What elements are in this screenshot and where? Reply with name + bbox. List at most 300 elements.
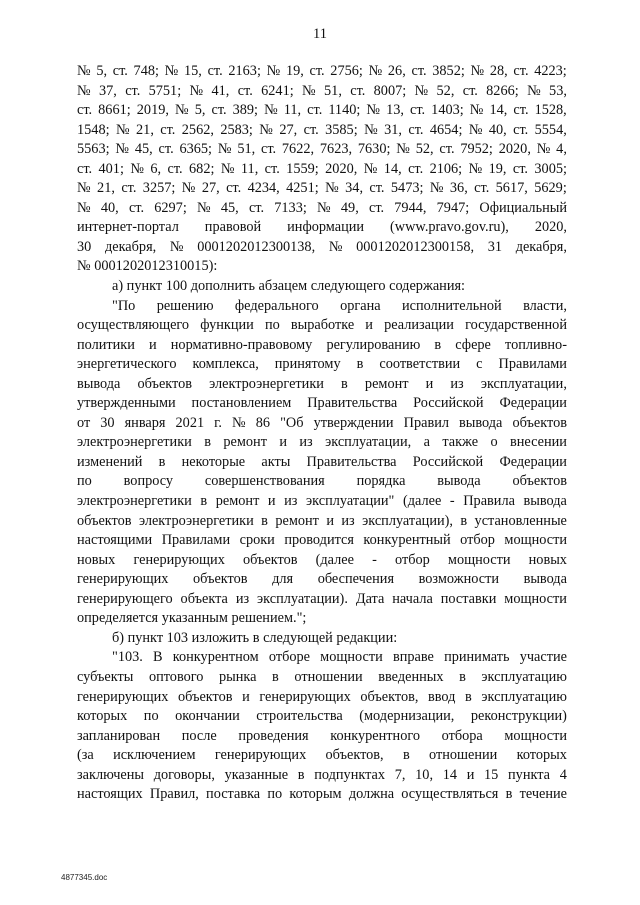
word: новых	[77, 551, 116, 568]
word: ст.	[307, 102, 323, 119]
word: 2019,	[136, 102, 169, 119]
word: №	[164, 63, 179, 79]
word: отбор	[460, 532, 495, 549]
word: генерирующих	[77, 571, 169, 588]
word: "По	[112, 297, 136, 314]
word: 52,	[415, 141, 434, 158]
word: объектов	[77, 512, 132, 529]
word: эксплуатации"	[306, 493, 395, 510]
word: ст.	[167, 160, 183, 177]
word: власти,	[523, 297, 567, 314]
word: в	[204, 434, 211, 451]
text-line	[77, 688, 567, 708]
word: из	[450, 375, 464, 392]
word: 31	[487, 238, 503, 255]
word: рынка	[218, 668, 257, 685]
word: 27,	[201, 180, 220, 197]
word: Федерации	[499, 395, 567, 412]
word: 40,	[488, 121, 507, 138]
word: 51,	[237, 141, 256, 158]
word: 19,	[488, 160, 507, 177]
word: объектов	[512, 473, 567, 490]
word: ст.	[462, 82, 478, 99]
text-line	[77, 590, 567, 610]
word: №	[302, 82, 316, 99]
word: 5554,	[534, 121, 567, 138]
word: подпунктах	[314, 766, 386, 783]
word: Правил	[403, 414, 449, 431]
word: 5617,	[495, 180, 528, 197]
word: 31,	[384, 121, 402, 138]
word: №	[115, 141, 130, 158]
word: а	[423, 434, 430, 451]
word: электроэнергетики	[138, 512, 254, 529]
word: в	[261, 512, 268, 529]
word: пункта	[508, 766, 550, 783]
word: принятому	[274, 356, 341, 373]
word: из	[284, 493, 298, 510]
word: ст.	[237, 82, 253, 99]
word: ст.	[207, 63, 223, 79]
word: ст.	[264, 160, 280, 177]
word: №	[429, 180, 444, 197]
word: объектов	[512, 414, 567, 431]
word: генерирующих	[133, 551, 225, 568]
word: совершенствования	[204, 473, 325, 490]
word: которым	[289, 786, 342, 803]
word: 401;	[98, 160, 124, 177]
word: Правилами	[161, 532, 231, 549]
word: ст.	[408, 160, 424, 177]
word: №	[414, 82, 429, 99]
word: ст.	[408, 121, 424, 138]
word: из	[299, 434, 313, 451]
word: Правил,	[149, 786, 199, 803]
word: конкурентном	[172, 649, 259, 666]
word: Российской	[413, 395, 484, 412]
word: 2021	[175, 414, 205, 431]
word: электроэнергетики	[77, 493, 192, 510]
word: участие	[519, 649, 567, 666]
word: №	[468, 121, 483, 138]
word: проведения	[238, 727, 309, 744]
word: 7947;	[436, 199, 470, 216]
word: постановлением	[191, 395, 292, 412]
word: 14,	[489, 102, 508, 119]
text-line	[77, 121, 567, 141]
word: с	[476, 356, 483, 373]
word: регулированию	[326, 336, 421, 353]
word: 6297;	[154, 199, 187, 216]
word: также	[442, 434, 479, 451]
word: 6,	[150, 160, 162, 177]
word: 15,	[184, 63, 202, 79]
word: вывода	[77, 375, 121, 392]
word: ст.	[513, 102, 529, 119]
word: из	[235, 590, 250, 607]
text-line	[77, 375, 567, 395]
word: правовой	[204, 219, 262, 236]
word: 2020,	[498, 141, 531, 158]
word: №	[217, 141, 232, 158]
text-line	[77, 746, 567, 766]
word: мощности	[447, 551, 511, 568]
word: 6241;	[261, 82, 294, 99]
word: 7630;	[357, 141, 391, 158]
word: ремонт	[364, 375, 409, 392]
word: №	[220, 160, 235, 177]
word: 2562,	[181, 121, 214, 138]
word: №	[77, 63, 91, 79]
word: 3585;	[325, 121, 358, 138]
word: 26,	[387, 63, 406, 79]
word: ст.	[77, 102, 93, 119]
word: 2020,	[534, 219, 567, 236]
word: электроэнергетики	[77, 434, 192, 451]
text-line	[77, 82, 567, 102]
word: эксплуатации),	[362, 512, 453, 529]
word: утверждении	[313, 414, 394, 431]
word: соответствии	[379, 356, 461, 373]
word: осуществляющего	[77, 317, 190, 334]
word: сроки	[239, 532, 275, 549]
word: 5,	[96, 63, 108, 79]
word: ст.	[128, 199, 145, 216]
word: 5,	[194, 102, 206, 119]
word: ремонт	[275, 512, 319, 529]
word: информации	[287, 219, 365, 236]
word: 14	[442, 766, 457, 783]
text-line	[77, 707, 567, 727]
word: по	[143, 708, 159, 725]
word: эксплуатации,	[325, 434, 412, 451]
word: В	[153, 649, 163, 666]
word: (за	[77, 747, 94, 764]
word: ст.	[439, 141, 455, 158]
word: и	[466, 766, 475, 783]
word: и	[279, 434, 287, 451]
word: 7622,	[281, 141, 315, 158]
word: №	[363, 160, 378, 177]
word: ст.	[303, 121, 319, 138]
word: ввод	[428, 688, 456, 705]
word: объектов,	[360, 688, 419, 705]
word: и	[149, 336, 157, 353]
word: ст.	[513, 121, 529, 138]
word: строительства	[256, 708, 343, 725]
word: 28,	[489, 63, 508, 79]
word: 2106;	[429, 160, 463, 177]
word: ст.	[368, 199, 385, 216]
word: 19,	[285, 63, 304, 79]
word: начала	[392, 590, 433, 607]
word: для	[272, 571, 294, 588]
word: №	[396, 141, 410, 158]
word: (модернизации,	[359, 708, 455, 725]
word: и	[365, 317, 373, 334]
word: 1403;	[431, 102, 464, 119]
word: 4223;	[534, 63, 567, 79]
word: №	[181, 180, 196, 197]
word: ст.	[158, 141, 174, 158]
word: №	[470, 63, 485, 79]
word: энергетического	[77, 356, 177, 373]
word: в	[465, 688, 472, 705]
word: государственной	[465, 317, 567, 334]
word: №	[368, 63, 383, 79]
word: ст.	[512, 160, 528, 177]
word: ст.	[248, 199, 265, 216]
word: -	[449, 493, 455, 510]
word: поставка	[206, 786, 261, 803]
word: запланирован	[77, 727, 161, 744]
word: ст.	[411, 63, 427, 79]
text-line	[77, 218, 567, 238]
word: 5563;	[77, 141, 110, 158]
word: ст.	[309, 63, 325, 79]
word: отношении	[429, 747, 498, 764]
word: 11,	[283, 102, 302, 119]
text-line	[77, 179, 567, 199]
text-line	[77, 433, 567, 453]
word: исключением	[113, 747, 196, 764]
word: 1528,	[534, 102, 567, 119]
word: декабря,	[104, 238, 157, 255]
word: -	[372, 551, 377, 568]
word: субъекты	[77, 668, 134, 685]
word: мощности	[320, 649, 383, 666]
page-number: 11	[313, 26, 327, 42]
word: декабря,	[515, 238, 567, 255]
word: возможности	[418, 571, 499, 588]
word: вправе	[392, 649, 434, 666]
word: в	[402, 747, 410, 764]
word: по	[267, 786, 283, 803]
text-line	[77, 160, 567, 180]
text-line	[77, 101, 567, 121]
word: №	[328, 238, 343, 255]
word: отбора	[441, 727, 483, 744]
word: вывода	[523, 571, 567, 588]
text-line: б) пункт 103 изложить в следующей редакции:	[112, 629, 398, 646]
document-body	[77, 62, 567, 805]
word: объекта	[180, 590, 228, 607]
word: 748;	[133, 63, 159, 79]
word: (www.pravo.gov.ru),	[390, 219, 509, 236]
text-line	[77, 238, 567, 258]
word: мощности	[504, 590, 567, 607]
word: г.	[214, 414, 222, 431]
word: из	[341, 512, 355, 529]
word: конкурентный	[363, 532, 451, 549]
word: 53,	[549, 82, 567, 99]
word: проводится	[284, 532, 354, 549]
word: сфере	[455, 336, 491, 353]
word: ст.	[125, 82, 141, 99]
text-line: № 0001202012310015):	[77, 258, 218, 275]
word: в	[434, 336, 442, 353]
word: эксплуатации).	[257, 590, 348, 607]
word: в	[272, 668, 279, 685]
word: 5473;	[390, 180, 424, 197]
word: №	[264, 102, 278, 119]
word: от	[77, 414, 91, 431]
word: должна	[348, 786, 395, 803]
word: реконструкции)	[470, 708, 567, 725]
word: "103.	[112, 649, 143, 666]
word: ст.	[121, 180, 137, 197]
word: выработке	[290, 317, 355, 334]
word: мощности	[504, 727, 567, 744]
word: по	[264, 317, 280, 334]
word: вопросу	[123, 473, 174, 490]
word: мощности	[504, 532, 567, 549]
word: которых	[77, 708, 128, 725]
word: вывода	[523, 493, 567, 510]
word: №	[77, 180, 91, 197]
word: принимать	[444, 649, 510, 666]
word: в	[459, 668, 466, 685]
text-line	[77, 472, 567, 492]
text-line	[77, 766, 567, 786]
word: в	[341, 375, 348, 392]
word: политики	[77, 336, 135, 353]
word: и	[326, 512, 334, 529]
word: ст.	[513, 63, 529, 79]
word: №	[317, 199, 331, 216]
word: заключены	[77, 766, 145, 783]
text-line	[77, 492, 567, 512]
word: по	[77, 473, 92, 490]
word: 14,	[383, 160, 402, 177]
word: отбор	[395, 551, 430, 568]
word: ст.	[211, 102, 227, 119]
word: №	[169, 238, 184, 255]
word: 8661;	[98, 102, 131, 119]
word: Официальный	[479, 199, 567, 216]
text-line	[77, 570, 567, 590]
word: федерального	[234, 297, 319, 314]
word: настоящими	[77, 532, 153, 549]
word: в	[460, 512, 468, 529]
word: №	[197, 199, 211, 216]
text-line	[77, 727, 567, 747]
word: 2583;	[220, 121, 253, 138]
word: ст.	[261, 141, 277, 158]
word: в	[356, 356, 364, 373]
word: (далее	[315, 551, 354, 568]
word: 682;	[189, 160, 215, 177]
text-line	[77, 512, 567, 532]
word: эксплуатацию	[481, 688, 567, 705]
word: №	[536, 141, 551, 158]
word: объектов	[193, 571, 248, 588]
word: поставки	[440, 590, 497, 607]
text-line	[77, 531, 567, 551]
word: ст.	[350, 82, 366, 99]
word: установленные	[474, 512, 567, 529]
text-line	[77, 551, 567, 571]
text-line	[77, 336, 567, 356]
word: ст.	[77, 160, 93, 177]
word: 4	[559, 766, 567, 783]
word: эксплуатацию	[481, 668, 567, 685]
text-line	[77, 668, 567, 688]
word: 0001202012300138,	[197, 238, 316, 255]
word: 36,	[449, 180, 468, 197]
text-line: определяется указанным решением.";	[77, 610, 307, 627]
word: 7944,	[394, 199, 427, 216]
word: настоящих	[77, 786, 143, 803]
word: генерирующего	[77, 590, 173, 607]
text-line	[77, 648, 567, 668]
word: №	[259, 121, 273, 138]
word: 21,	[136, 121, 154, 138]
word: №	[174, 102, 189, 119]
word: Правилами	[498, 356, 567, 373]
word: 4654;	[429, 121, 463, 138]
word: Правительства	[307, 395, 398, 412]
word: ст.	[474, 180, 490, 197]
word: функции	[200, 317, 254, 334]
word: 13,	[386, 102, 404, 119]
text-line	[77, 199, 567, 219]
word: ремонт	[215, 493, 260, 510]
word: конкурентного	[330, 727, 420, 744]
word: и	[267, 493, 276, 510]
word: оптового	[148, 668, 204, 685]
word: 15	[484, 766, 499, 783]
word: 4234,	[247, 180, 280, 197]
word: №	[468, 160, 483, 177]
word: 40,	[100, 199, 119, 216]
word: №	[115, 121, 130, 138]
word: 1559;	[286, 160, 319, 177]
word: 51,	[324, 82, 342, 99]
word: некоторые	[181, 453, 246, 470]
word: в	[505, 786, 513, 803]
word: акты	[261, 453, 291, 470]
word: решению	[156, 297, 214, 314]
word: исполнительной	[401, 297, 502, 314]
word: объектов,	[325, 747, 384, 764]
word: эксплуатации,	[480, 375, 567, 392]
text-line	[77, 785, 567, 805]
word: органа	[340, 297, 381, 314]
word: ст.	[112, 63, 128, 79]
word: объектов	[178, 688, 233, 705]
word: Правительства	[306, 453, 397, 470]
word: 0001202012300158,	[356, 238, 475, 255]
word: №	[469, 102, 484, 119]
word: интернет-портал	[77, 219, 179, 236]
word: реализации	[384, 317, 454, 334]
word: ст.	[226, 180, 242, 197]
word: 2020,	[325, 160, 358, 177]
text-line	[77, 62, 567, 82]
word: 6365;	[179, 141, 213, 158]
word: №	[130, 160, 144, 177]
text-line	[77, 355, 567, 375]
word: новых	[528, 551, 567, 568]
word: обеспечения	[317, 571, 395, 588]
word: объектов	[137, 375, 193, 392]
word: 86	[255, 414, 271, 431]
word: 5751;	[148, 82, 182, 99]
word: внесении	[510, 434, 567, 451]
word: отборе	[268, 649, 310, 666]
word: 3257;	[142, 180, 176, 197]
